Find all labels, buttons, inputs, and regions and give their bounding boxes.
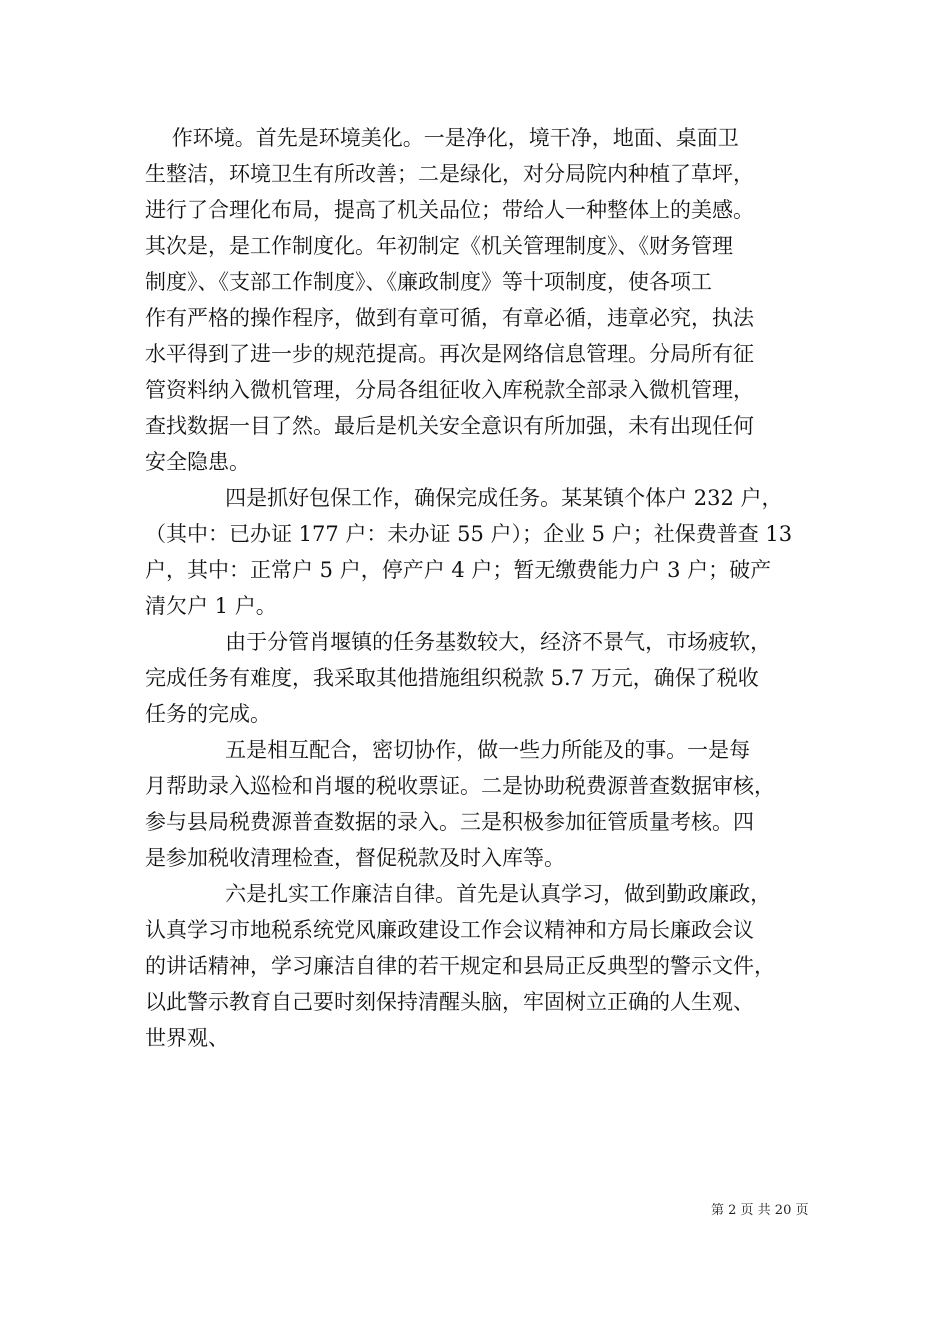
text-line: 由于分管肖堰镇的任务基数较大，经济不景气，市场疲软， — [145, 630, 772, 654]
text-line: 制度》、《支部工作制度》、《廉政制度》等十项制度，使各项工 — [145, 270, 712, 294]
page-number: 第 2 页 共 20 页 — [711, 1203, 809, 1218]
text-line: 六是扎实工作廉洁自律。首先是认真学习，做到勤政廉政， — [145, 882, 772, 906]
text-line: 四是抓好包保工作，确保完成任务。某某镇个体户 232 户， — [145, 486, 783, 510]
text-line: 五是相互配合，密切协作，做一些力所能及的事。一是每 — [145, 738, 751, 762]
text-line: 查找数据一目了然。最后是机关安全意识有所加强，未有出现任何 — [145, 414, 754, 438]
text-line: 完成任务有难度，我采取其他措施组织税款 5.7 万元，确保了税收 — [145, 666, 759, 690]
text-line: 以此警示教育自己要时刻保持清醒头脑，牢固树立正确的人生观、 — [145, 990, 754, 1014]
text-line: 进行了合理化布局，提高了机关品位；带给人一种整体上的美感。 — [145, 198, 754, 222]
text-line: 作有严格的操作程序，做到有章可循，有章必循，违章必究，执法 — [145, 306, 754, 330]
text-line: 安全隐患。 — [145, 450, 250, 474]
text-line: 户，其中：正常户 5 户，停产户 4 户；暂无缴费能力户 3 户；破产 — [145, 558, 772, 582]
text-line: 任务的完成。 — [145, 702, 271, 726]
text-line: 认真学习市地税系统党风廉政建设工作会议精神和方局长廉政会议 — [145, 918, 754, 942]
text-line: 管资料纳入微机管理，分局各组征收入库税款全部录入微机管理， — [145, 378, 754, 402]
text-line: 的讲话精神，学习廉洁自律的若干规定和县局正反典型的警示文件， — [145, 954, 775, 978]
text-line: 月帮助录入巡检和肖堰的税收票证。二是协助税费源普查数据审核， — [145, 774, 775, 798]
text-line: 是参加税收清理检查，督促税款及时入库等。 — [145, 846, 565, 870]
text-line: 清欠户 1 户。 — [145, 594, 277, 618]
text-line: （其中：已办证 177 户：未办证 55 户）；企业 5 户；社保费普查 13 — [145, 522, 793, 546]
text-line: 参与县局税费源普查数据的录入。三是积极参加征管质量考核。四 — [145, 810, 754, 834]
text-line: 作环境。首先是环境美化。一是净化，境干净，地面、桌面卫 — [145, 126, 739, 150]
text-line: 生整洁，环境卫生有所改善；二是绿化，对分局院内种植了草坪， — [145, 162, 754, 186]
text-line: 其次是，是工作制度化。年初制定《机关管理制度》、《财务管理 — [145, 234, 733, 258]
body-text — [145, 120, 815, 1056]
text-line: 世界观、 — [145, 1026, 229, 1050]
text-line: 水平得到了进一步的规范提高。再次是网络信息管理。分局所有征 — [145, 342, 754, 366]
